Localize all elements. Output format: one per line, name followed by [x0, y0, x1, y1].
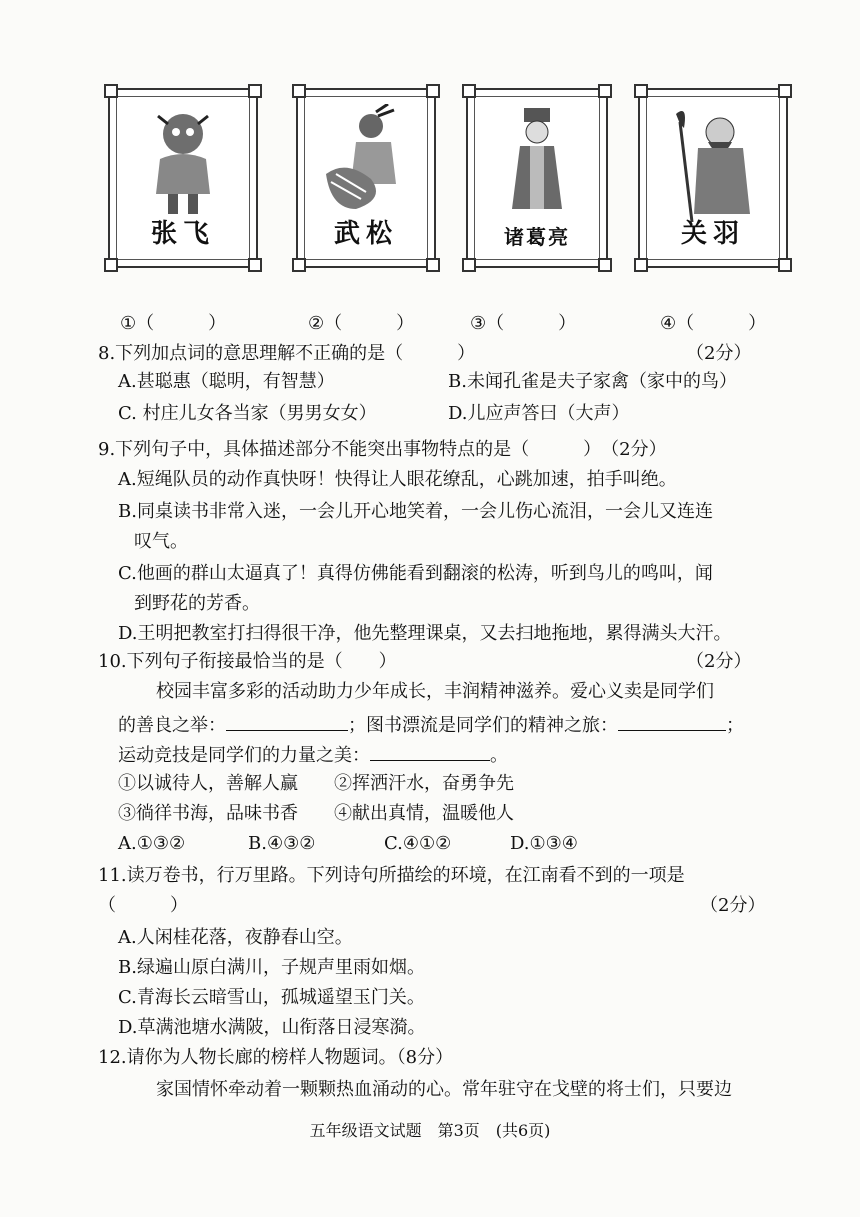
card-guanyu: [638, 88, 788, 268]
q8-score: （2分）: [686, 343, 752, 364]
q9-option-c-line2: 到野花的芳香。: [134, 593, 260, 614]
q10-score: （2分）: [686, 651, 752, 672]
q10-choice-c: C.④①②: [384, 833, 452, 854]
q9-option-c-line1: C.他画的群山太逼真了！真得仿佛能看到翻滚的松涛，听到鸟儿的鸣叫，闻: [118, 563, 713, 584]
q10-text: 的善良之举：: [118, 715, 226, 736]
q11-option-a: A.人闲桂花落，夜静春山空。: [118, 927, 353, 948]
q10-text: 。: [490, 745, 508, 766]
q8-option-c: C. 村庄儿女各当家（男男女女）: [118, 403, 377, 424]
q10-stem: 10.下列句子衔接最恰当的是（ ）: [98, 651, 397, 672]
card-zhugeliang: [466, 88, 608, 268]
answer-slot-1[interactable]: ①（ ）: [120, 313, 227, 334]
card-wusong: [296, 88, 436, 268]
q10-text: ；: [726, 715, 744, 736]
q8-option-a: A.甚聪惠（聪明，有智慧）: [118, 371, 335, 392]
card-zhangfei: [108, 88, 258, 268]
q11-score: （2分）: [700, 895, 766, 916]
card-name: 诸葛亮: [504, 225, 570, 249]
warrior-figure-icon: [138, 104, 228, 219]
q11-option-c: C.青海长云暗雪山，孤城遥望玉门关。: [118, 987, 425, 1008]
q12-passage-line1: 家国情怀牵动着一颗颗热血涌动的心。常年驻守在戈壁的将士们，只要边: [156, 1079, 732, 1100]
q10-text: 运动竞技是同学们的力量之美：: [118, 745, 370, 766]
q8-stem: 8.下列加点词的意思理解不正确的是（ ）: [98, 343, 476, 364]
q10-passage-line3: [118, 742, 508, 768]
q10-phrases-1: ①以诚待人，善解人赢 ②挥洒汗水，奋勇争先: [118, 773, 514, 794]
tiger-fighter-icon: [316, 104, 416, 219]
q8-option-b: B.未闻孔雀是夫子家禽（家中的鸟）: [448, 371, 737, 392]
strategist-figure-icon: [502, 104, 572, 219]
q9-option-a: A.短绳队员的动作真快呀！快得让人眼花缭乱，心跳加速，拍手叫绝。: [118, 469, 677, 490]
q10-passage-line2: [118, 712, 744, 738]
q10-choice-b: B.④③②: [248, 833, 316, 854]
fill-blank-2[interactable]: [618, 712, 726, 731]
q11-option-b: B.绿遍山原白满川，子规声里雨如烟。: [118, 957, 425, 978]
card-name: 武松: [333, 219, 398, 249]
q10-phrases-2: ③徜徉书海，品味书香 ④献出真情，温暖他人: [118, 803, 514, 824]
page-footer: 五年级语文试题 第3页 (共6页): [309, 1121, 551, 1140]
q12-stem: 12.请你为人物长廊的榜样人物题词。（8分）: [98, 1047, 454, 1068]
answer-slot-3[interactable]: ③（ ）: [470, 313, 577, 334]
q11-option-d: D.草满池塘水满陂，山衔落日浸寒漪。: [118, 1017, 426, 1038]
q8-option-d: D.儿应声答曰（大声）: [448, 403, 630, 424]
card-name: 张飞: [150, 219, 215, 249]
q10-passage-line1: 校园丰富多彩的活动助力少年成长，丰润精神滋养。爱心义卖是同学们: [156, 681, 714, 702]
answer-slot-4[interactable]: ④（ ）: [660, 313, 767, 334]
q9-option-b-line2: 叹气。: [134, 531, 188, 552]
q10-choice-a: A.①③②: [118, 833, 186, 854]
character-cards: [108, 88, 768, 278]
q10-choice-d: D.①③④: [510, 833, 578, 854]
fill-blank-3[interactable]: [370, 742, 490, 761]
fill-blank-1[interactable]: [226, 712, 348, 731]
q9-stem: 9.下列句子中，具体描述部分不能突出事物特点的是（ ） （2分）: [98, 439, 667, 460]
q11-answer-paren[interactable]: （ ）: [98, 895, 188, 916]
general-with-glaive-icon: [658, 104, 768, 224]
q10-text: ；图书漂流是同学们的精神之旅：: [348, 715, 618, 736]
q11-stem: 11.读万卷书，行万里路。下列诗句所描绘的环境，在江南看不到的一项是: [98, 865, 685, 886]
answer-slot-2[interactable]: ②（ ）: [308, 313, 415, 334]
q9-option-d: D.王明把教室打扫得很干净，他先整理课桌，又去扫地拖地，累得满头大汗。: [118, 623, 732, 644]
card-name: 关羽: [680, 219, 745, 249]
q9-option-b-line1: B.同桌读书非常入迷，一会儿开心地笑着，一会儿伤心流泪，一会儿又连连: [118, 501, 713, 522]
